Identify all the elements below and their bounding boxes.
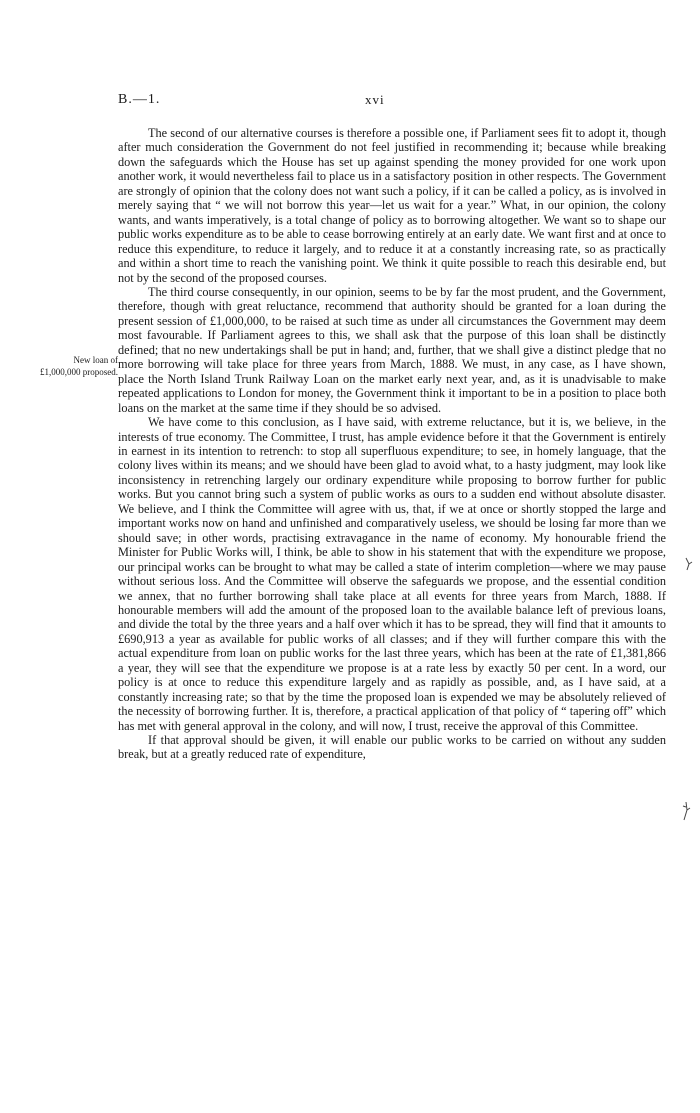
paragraph-3: We have come to this conclusion, as I have said, with extreme reluctance, but it is, we believe, in the interests of true economy. The Committee, I trust, has ample evidence before it that the Government is entirely in earnest in its intention to retrench: to stop all superfluous expenditure; to see, in homely language, that the colony lives within its means; and we should have been glad to avoid what, to a hasty judgment, may look like inconsistency in retrenching largely our ordinary expenditure while proposing to borrow further for public works. But you cannot bring such a system of public works as ours to a sudden end without absolute disaster. We believe, and I think the Committee will agree with us, that, if we at once or shortly stopped the large and important works now on hand and unfinished and comparatively useless, we should be losing far more than we should save; in other words, practising extravagance in the name of economy. My honourable friend the Minister for Public Works will, I think, be able to show in his statement that with the expenditure we propose, our principal works can be brought to what may be called a state of interim completion—where we may pause without serious loss. And the Committee will observe the safeguards we propose, and the essential condition we annex, that no further borrowing shall take place at all events for three years from March, 1888. If honourable members will add the amount of the proposed loan to the available balance left of previous loans, and divide the total by the three years and a half over which it has to be spread, they will find that it amounts to £690,913 a year as available for public works of all classes; and if they will further compare this with the actual expenditure from loan on public works for the last three years, which has been at the rate of £1,381,866 a year, they will see that the expenditure we propose is at a rate less by exactly 50 per cent. In a word, our policy is at once to reduce this expenditure largely and as rapidly as possible, and, as I have said, at a constantly increasing rate; so that by the time the proposed loan is expended we may be absolutely relieved of the necessity of borrowing further. It is, therefore, a practical application of that policy of “ tapering off” which has met with general approval in the colony, and will now, I trust, receive the approval of this Committee. (118, 415, 666, 733)
page-number: xvi (365, 92, 385, 107)
paragraph-1: The second of our alternative courses is therefore a possible one, if Parliament sees fit to adopt it, though after much consideration the Government do not feel justified in recommending it; because while breaking down the safeguards which the House has set up against spending the money provided for one work upon another work, it would nevertheless fail to place us in a satisfactory position in other respects. The Government are strongly of opinion that the colony does not want such a policy, if it can be called a policy, as is involved in merely saying that “ we will not borrow this year—let us wait for a year.” What, in our opinion, the colony wants, and wants imperatively, is a total change of policy as to borrowing altogether. We want so to shape our public works expenditure as to be able to cease borrowing entirely at an early date. We want first and at once to reduce this expenditure, to reduce it largely, and to reduce it at a constantly increasing rate, so as practically and within a short time to reach the vanishing point. We think it quite possible to reach this desirable end, but not by the second of the proposed courses. (118, 126, 666, 285)
body-text (118, 126, 666, 762)
paragraph-2: The third course consequently, in our opinion, seems to be by far the most prudent, and the Government, therefore, though with great reluctance, recommend that authority should be granted for a loan during the present session of £1,000,000, to be raised at such time as under all circumstances the Government may deem most favourable. If Parliament agrees to this, we shall ask that the purpose of this loan shall be distinctly defined; that no new undertakings shall be put in hand; and, further, that we shall give a distinct pledge that no more borrowing will take place for three years from March, 1888. We must, in any case, as I have shown, place the North Island Trunk Railway Loan on the market early next year, and, as it is unadvisable to make repeated applications to London for money, the Government think it important to be in a position to place both loans on the market at the same time if they should be so advised. (118, 284, 666, 415)
margin-note (18, 354, 118, 378)
margin-note-line-2: £1,000,000 proposed. (40, 367, 118, 377)
paragraph-4: If that approval should be given, it will enable our public works to be carried on without any sudden break, but at a greatly reduced rate of expenditure, (118, 733, 666, 762)
scan-speck-mark (680, 800, 692, 822)
parliamentary-paper-reference: B.—1. (118, 92, 161, 107)
margin-note-line-1: New loan of (73, 355, 118, 365)
scan-speck-mark (684, 556, 694, 572)
